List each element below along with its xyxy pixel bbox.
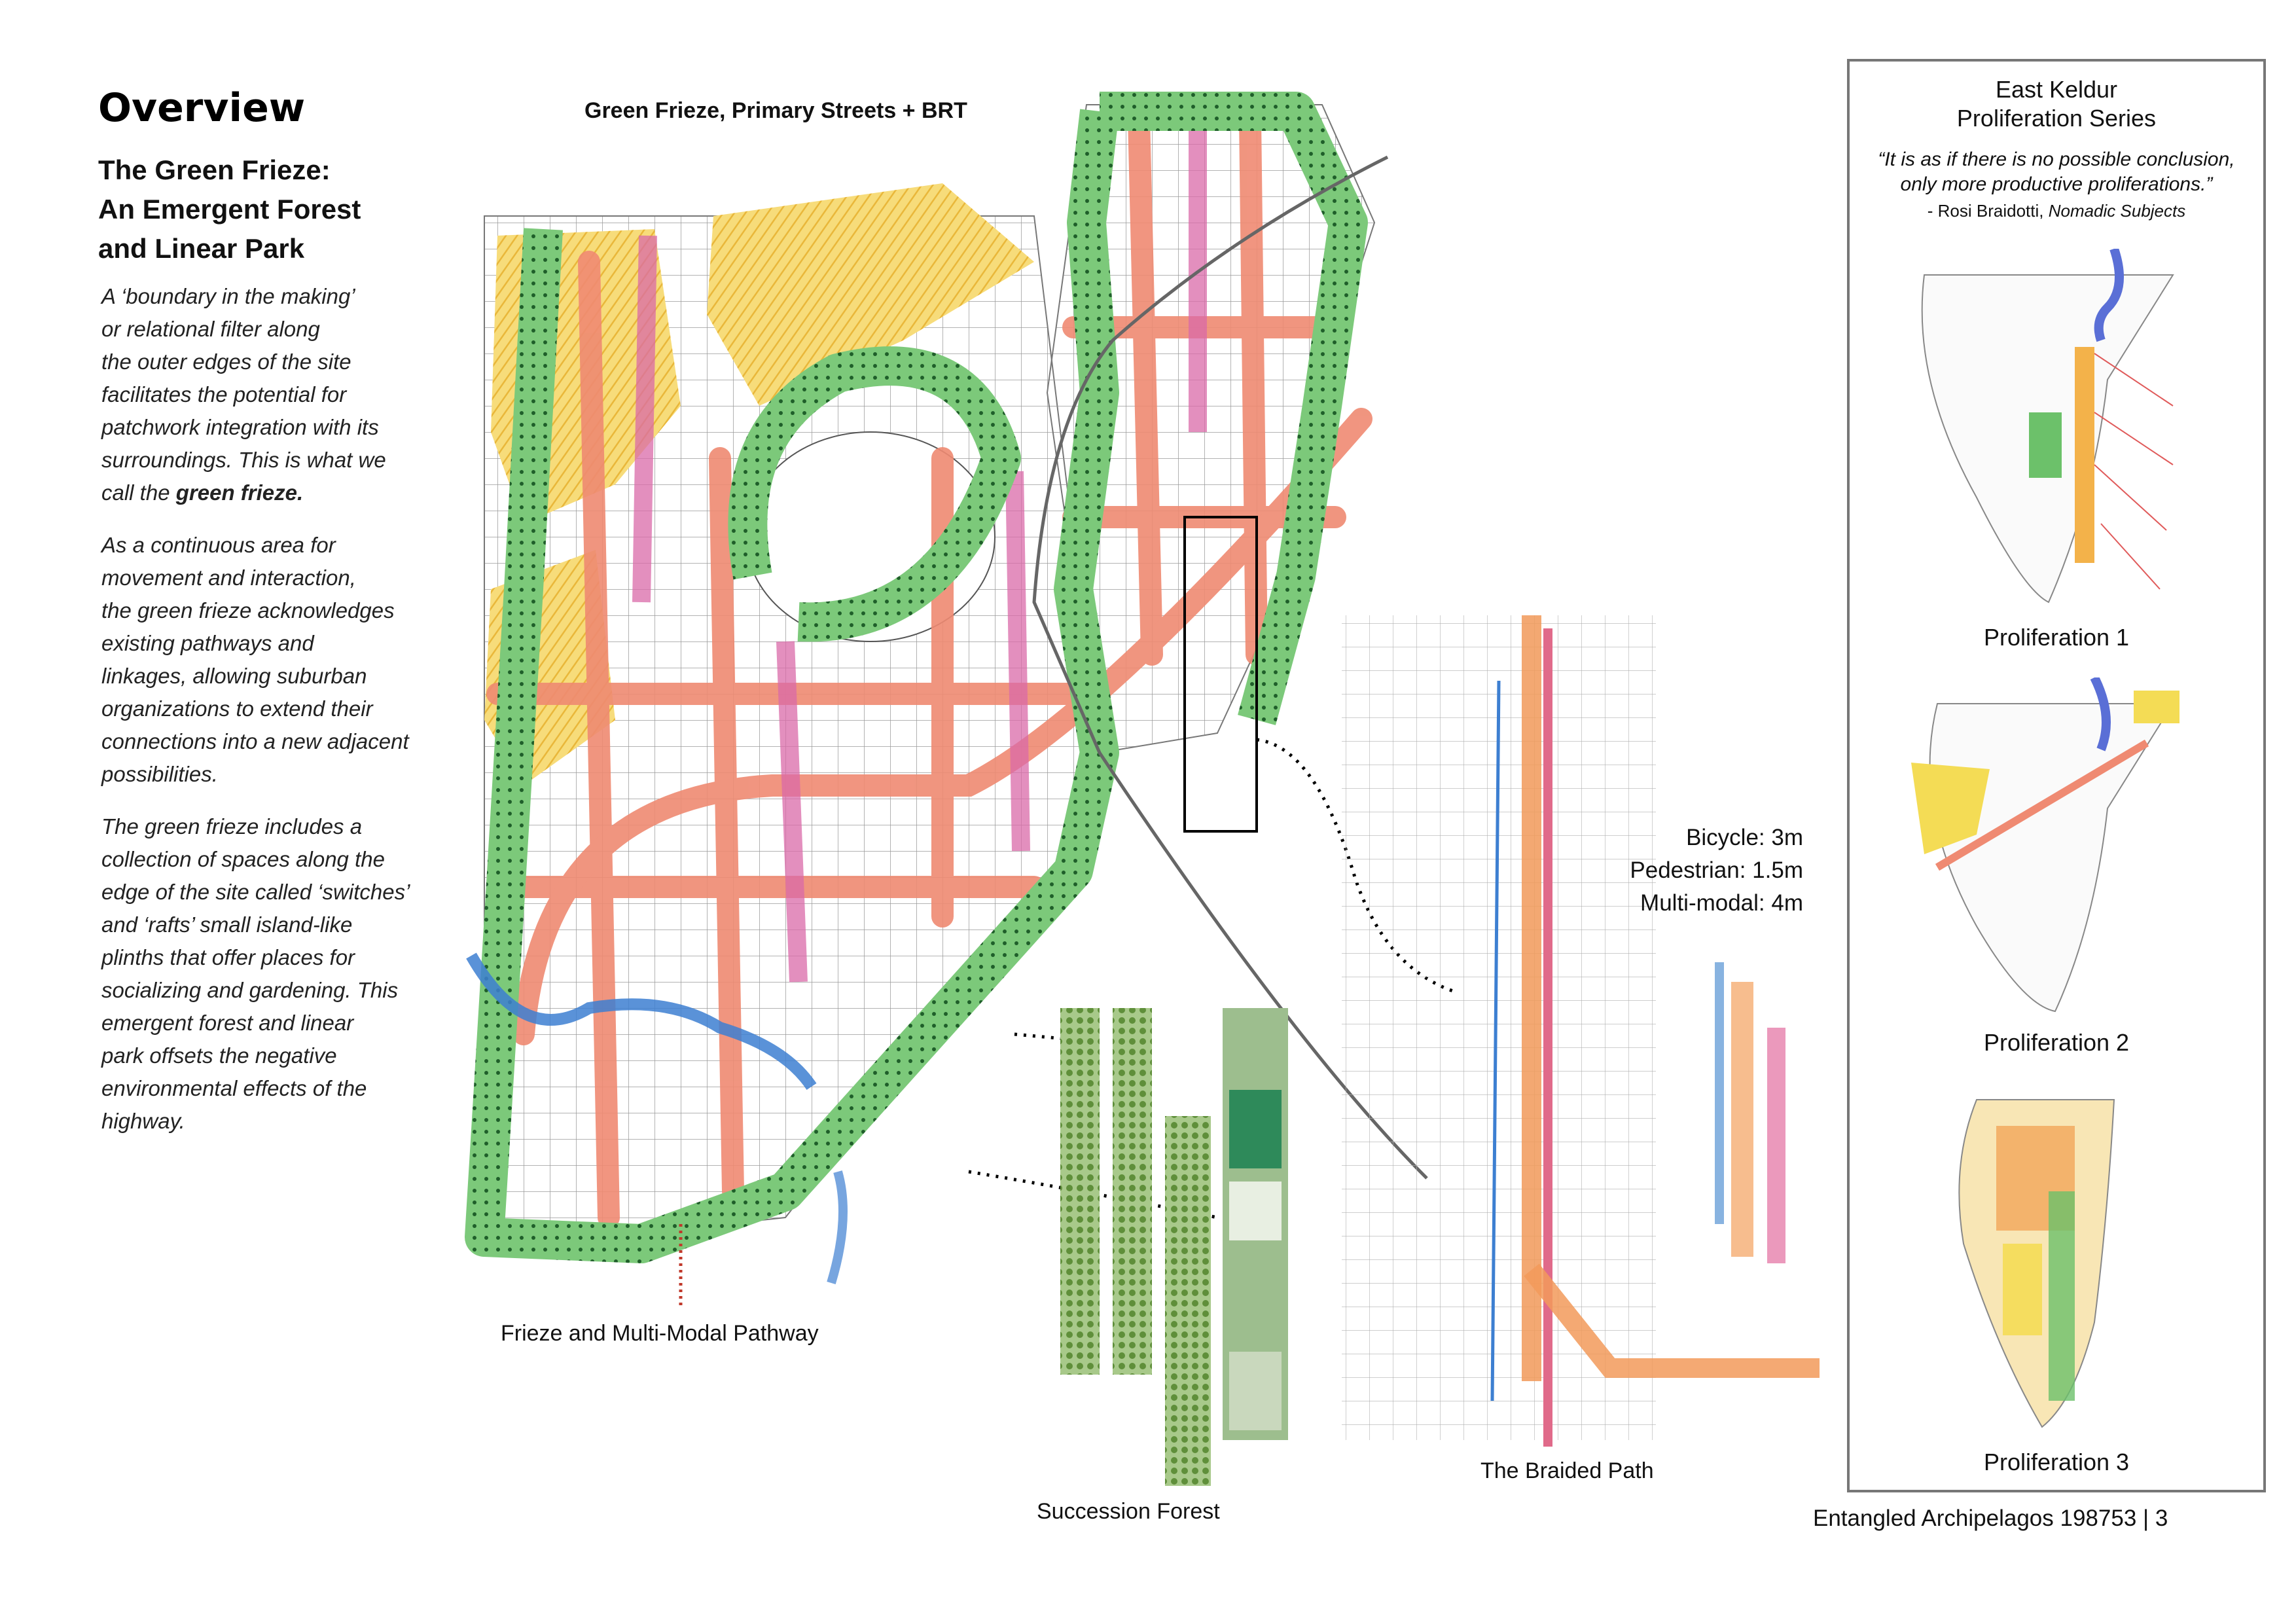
lane-orange-bar (1731, 982, 1753, 1257)
text-line (101, 477, 468, 509)
text-line: The green frieze includes a (101, 814, 363, 839)
text-line: existing pathways and (101, 631, 314, 655)
text-span: call the (101, 480, 176, 505)
forest-strip-2 (1113, 1008, 1152, 1375)
text-line: environmental effects of the (101, 1076, 367, 1100)
text-line: A ‘boundary in the making’ (101, 284, 355, 308)
quote-attribution (1847, 201, 2266, 221)
text-line: and ‘rafts’ small island-like (101, 912, 353, 937)
paragraph-switches (101, 810, 468, 1138)
east-housing (2134, 691, 2179, 723)
text-line: the outer edges of the site (101, 350, 351, 374)
text-line: the green frieze acknowledges (101, 598, 395, 623)
proliferation-3-drawing (1898, 1087, 2199, 1440)
quote-line: “It is as if there is no possible conclusion, (1878, 149, 2235, 170)
text-line: edge of the site called ‘switches’ (101, 880, 410, 904)
caption-proliferation-3: Proliferation 3 (1983, 1449, 2130, 1475)
paragraph-boundary (101, 280, 468, 509)
text-line: socializing and gardening. This (101, 978, 399, 1002)
section-heading (98, 151, 465, 268)
lane-blue-bar (1715, 962, 1724, 1224)
attribution-work: Nomadic Subjects (2048, 201, 2186, 221)
forest-strip-3 (1165, 1116, 1211, 1486)
attribution-author: - Rosi Braidotti, (1927, 201, 2049, 221)
text-line: facilitates the potential for (101, 382, 347, 406)
yellow-district (2003, 1244, 2042, 1335)
quote-line: only more productive proliferations.” (1900, 173, 2213, 195)
stream (831, 1172, 843, 1283)
series-title (1847, 75, 2266, 133)
braided-path-drawing (1322, 576, 1833, 1453)
pedestrian-width: Pedestrian: 1.5m (1630, 857, 1803, 883)
text-line: or relational filter along (101, 317, 320, 341)
caption-succession-forest: Succession Forest (1037, 1499, 1220, 1524)
forest-strip-1 (1060, 1008, 1100, 1375)
lane-pink-bar (1767, 1028, 1785, 1263)
bicycle-width: Bicycle: 3m (1686, 825, 1803, 850)
series-title-line: East Keldur (1995, 76, 2118, 103)
text-line: emergent forest and linear (101, 1011, 354, 1035)
text-line: connections into a new adjacent (101, 729, 409, 753)
text-line: organizations to extend their (101, 696, 373, 721)
emphasis-green-frieze: green frieze. (175, 480, 304, 505)
green-block (2029, 412, 2062, 478)
caption-braided-path: The Braided Path (1480, 1458, 1654, 1483)
multimodal-width: Multi-modal: 4m (1640, 890, 1803, 916)
text-line: As a continuous area for (101, 533, 336, 557)
lane-widths-legend (1607, 821, 1803, 920)
text-line: possibilities. (101, 762, 218, 786)
text-line: park offsets the negative (101, 1043, 337, 1068)
proliferation-2-drawing (1898, 677, 2199, 1024)
bike-lane-sign (1229, 1090, 1282, 1168)
heading-line: An Emergent Forest (98, 194, 361, 225)
braidotti-quote (1847, 147, 2266, 197)
succession-forest-strips (1054, 1005, 1289, 1489)
page-footer: Entangled Archipelagos 198753 | 3 (1813, 1506, 2168, 1531)
cyclist-illustration (1229, 1352, 1282, 1430)
heading-line: and Linear Park (98, 233, 305, 264)
page-title: Overview (98, 85, 306, 131)
paragraph-movement (101, 529, 468, 791)
text-line: linkages, allowing suburban (101, 664, 367, 688)
caption-proliferation-1: Proliferation 1 (1983, 624, 2130, 651)
caption-frieze-pathway: Frieze and Multi-Modal Pathway (501, 1321, 819, 1346)
series-title-line: Proliferation Series (1956, 105, 2157, 132)
green-frieze-map (445, 65, 1453, 1309)
text-line: surroundings. This is what we (101, 448, 386, 472)
proliferation-1-drawing (1898, 249, 2199, 615)
map-title: Green Frieze, Primary Streets + BRT (584, 98, 967, 123)
text-line: collection of spaces along the (101, 847, 385, 871)
caption-proliferation-2: Proliferation 2 (1983, 1029, 2130, 1056)
green-corridor (2049, 1191, 2075, 1401)
text-line: movement and interaction, (101, 566, 356, 590)
text-line: patchwork integration with its (101, 415, 379, 439)
text-line: highway. (101, 1109, 185, 1133)
heading-line: The Green Frieze: (98, 154, 331, 185)
bike-illustration (1229, 1182, 1282, 1240)
orange-blocks (2075, 347, 2094, 563)
text-line: plinths that offer places for (101, 945, 355, 969)
